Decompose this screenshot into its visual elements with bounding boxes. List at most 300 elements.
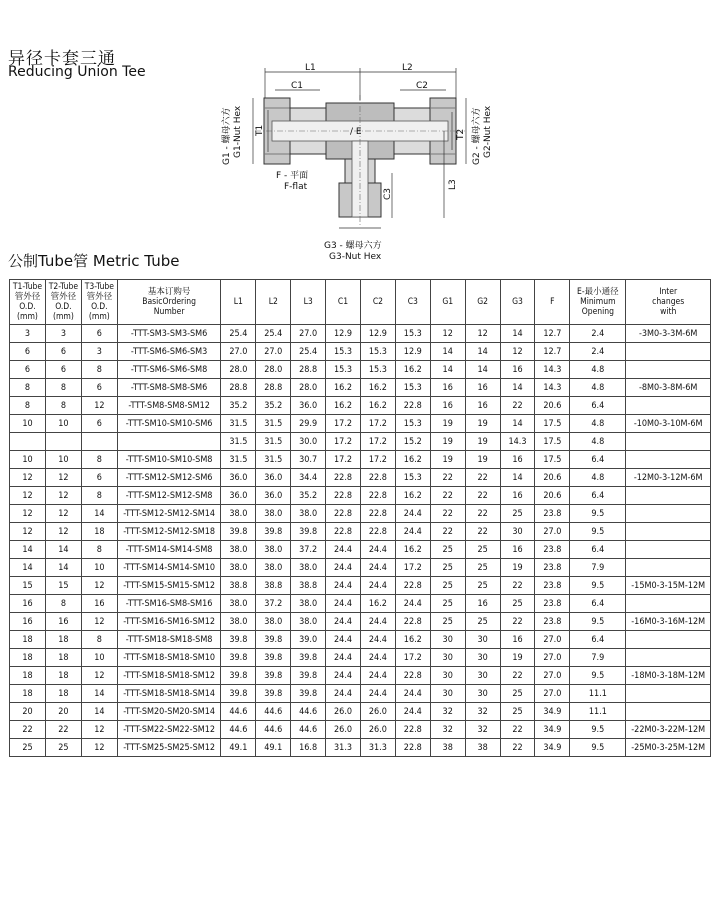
table-cell: 8 — [81, 631, 117, 649]
dim-label-t1: T1 — [255, 124, 265, 136]
table-cell: 39.8 — [221, 667, 256, 685]
table-cell: 30 — [465, 667, 500, 685]
table-cell: 38.0 — [291, 595, 326, 613]
table-cell: 9.5 — [570, 667, 626, 685]
table-cell: -TTT-SM6-SM6-SM3 — [117, 343, 221, 361]
table-cell: 16.2 — [395, 631, 430, 649]
table-cell — [10, 433, 46, 451]
table-cell: 15.3 — [326, 361, 361, 379]
table-cell: 7.9 — [570, 649, 626, 667]
table-cell — [45, 433, 81, 451]
table-row — [10, 487, 711, 505]
column-header — [570, 280, 626, 325]
table-cell: 39.8 — [256, 667, 291, 685]
table-cell: 20.6 — [535, 469, 570, 487]
table-cell: 38.0 — [256, 505, 291, 523]
table-cell: 7.9 — [570, 559, 626, 577]
table-cell: 34.9 — [535, 721, 570, 739]
table-cell: 31.3 — [326, 739, 361, 757]
column-header — [221, 280, 256, 325]
column-header-line: O.D. (mm) — [17, 302, 38, 322]
table-cell: 34.9 — [535, 703, 570, 721]
table-cell: 29.9 — [291, 415, 326, 433]
table-cell: 4.8 — [570, 469, 626, 487]
table-cell: 25 — [465, 559, 500, 577]
table-cell: 12.9 — [360, 325, 395, 343]
table-cell: 17.2 — [395, 649, 430, 667]
table-cell: 16.2 — [326, 379, 361, 397]
table-cell: 25.4 — [291, 343, 326, 361]
table-cell: 19 — [430, 433, 465, 451]
table-row — [10, 415, 711, 433]
table-cell: 11.1 — [570, 703, 626, 721]
table-cell: 4.8 — [570, 415, 626, 433]
table-cell: 9.5 — [570, 523, 626, 541]
table-cell: 16.2 — [395, 487, 430, 505]
table-cell: 9.5 — [570, 739, 626, 757]
table-row — [10, 343, 711, 361]
table-cell: 12 — [45, 523, 81, 541]
table-cell: 14 — [500, 415, 535, 433]
table-cell — [626, 631, 711, 649]
table-cell: 24.4 — [326, 631, 361, 649]
table-cell: 15.3 — [395, 415, 430, 433]
table-row — [10, 397, 711, 415]
table-cell: 22 — [465, 523, 500, 541]
table-cell: 8 — [45, 379, 81, 397]
column-header-line: Inter — [659, 287, 678, 297]
table-cell: 10 — [45, 451, 81, 469]
table-cell: 10 — [45, 415, 81, 433]
table-cell: 27.0 — [291, 325, 326, 343]
table-cell: 12 — [10, 487, 46, 505]
table-cell: -3M0-3-3M-6M — [626, 325, 711, 343]
table-cell: 22 — [465, 487, 500, 505]
table-cell: 4.8 — [570, 361, 626, 379]
table-cell: 12 — [81, 613, 117, 631]
table-cell: 22.8 — [360, 523, 395, 541]
column-header-line: 管外径 — [50, 292, 77, 302]
table-cell: 24.4 — [360, 685, 395, 703]
table-cell — [626, 649, 711, 667]
table-cell: 22 — [500, 397, 535, 415]
table-cell: -TTT-SM12-SM12-SM18 — [117, 523, 221, 541]
table-cell: 39.8 — [291, 523, 326, 541]
table-cell: 30 — [465, 631, 500, 649]
table-cell: 18 — [45, 667, 81, 685]
table-cell: 17.2 — [360, 451, 395, 469]
table-cell: 24.4 — [326, 649, 361, 667]
table-cell: 12 — [10, 505, 46, 523]
table-cell: 16 — [430, 397, 465, 415]
column-header — [45, 280, 81, 325]
column-header-line: L1 — [233, 297, 243, 307]
table-cell: 23.8 — [535, 595, 570, 613]
table-cell: 22 — [500, 667, 535, 685]
table-cell: 8 — [45, 397, 81, 415]
table-cell — [626, 703, 711, 721]
table-cell: -22M0-3-22M-12M — [626, 721, 711, 739]
table-cell: 24.4 — [395, 595, 430, 613]
table-cell: 22.8 — [360, 487, 395, 505]
table-cell: 27.0 — [535, 523, 570, 541]
table-cell: -TTT-SM16-SM16-SM12 — [117, 613, 221, 631]
table-cell: 22.8 — [360, 505, 395, 523]
column-header — [81, 280, 117, 325]
table-cell: 25 — [430, 559, 465, 577]
table-cell: 26.0 — [326, 721, 361, 739]
table-cell: 38.0 — [291, 559, 326, 577]
table-cell: -18M0-3-18M-12M — [626, 667, 711, 685]
table-cell: 38.0 — [291, 613, 326, 631]
table-cell: 6 — [45, 361, 81, 379]
table-row — [10, 523, 711, 541]
spec-table — [9, 279, 711, 757]
dim-label-l3: L3 — [448, 179, 458, 190]
table-cell: 17.2 — [360, 433, 395, 451]
table-cell: 3 — [81, 343, 117, 361]
table-cell: 24.4 — [326, 595, 361, 613]
table-cell: 22 — [10, 721, 46, 739]
table-cell: 19 — [500, 559, 535, 577]
column-header-line: O.D. (mm) — [88, 302, 110, 322]
table-cell: -TTT-SM20-SM20-SM14 — [117, 703, 221, 721]
table-cell: 23.8 — [535, 577, 570, 595]
table-cell: 8 — [10, 379, 46, 397]
table-cell: 6.4 — [570, 541, 626, 559]
table-cell: 22 — [45, 721, 81, 739]
table-cell: 38.8 — [256, 577, 291, 595]
table-cell: 16 — [500, 541, 535, 559]
table-cell: 28.0 — [256, 361, 291, 379]
table-row — [10, 541, 711, 559]
table-cell: 25 — [500, 505, 535, 523]
column-header-line: L3 — [303, 297, 313, 307]
table-cell: 37.2 — [291, 541, 326, 559]
table-cell: 27.0 — [221, 343, 256, 361]
table-row — [10, 595, 711, 613]
table-cell: 10 — [81, 559, 117, 577]
table-cell: 6 — [81, 325, 117, 343]
table-cell: 14.3 — [535, 379, 570, 397]
table-cell: 30 — [430, 631, 465, 649]
table-row — [10, 361, 711, 379]
table-cell: 8 — [81, 451, 117, 469]
table-cell: 14 — [500, 469, 535, 487]
dim-label-t2: T2 — [456, 128, 466, 140]
table-cell: 24.4 — [395, 703, 430, 721]
table-cell: 15.3 — [395, 469, 430, 487]
column-header — [430, 280, 465, 325]
table-cell: 38.0 — [291, 505, 326, 523]
column-header-line: Minimum — [580, 297, 616, 307]
table-cell: 18 — [10, 631, 46, 649]
table-cell: -10M0-3-10M-6M — [626, 415, 711, 433]
table-cell: 12 — [465, 325, 500, 343]
table-cell: -TTT-SM16-SM8-SM16 — [117, 595, 221, 613]
dim-label-g3-cn: G3 - 螺母六方 — [324, 241, 382, 251]
table-cell — [117, 433, 221, 451]
table-cell — [626, 487, 711, 505]
table-cell: 24.4 — [326, 541, 361, 559]
table-row — [10, 703, 711, 721]
table-cell: 32 — [465, 721, 500, 739]
table-cell — [626, 451, 711, 469]
table-cell: 14 — [45, 541, 81, 559]
table-cell: 8 — [45, 595, 81, 613]
table-cell: -TTT-SM18-SM18-SM10 — [117, 649, 221, 667]
dim-label-g3-en: G3-Nut Hex — [329, 252, 382, 262]
table-cell — [626, 595, 711, 613]
table-cell: 15.3 — [360, 361, 395, 379]
table-cell: 39.8 — [256, 649, 291, 667]
table-cell: 32 — [430, 703, 465, 721]
table-cell: 15 — [10, 577, 46, 595]
table-cell: 16 — [465, 595, 500, 613]
table-row — [10, 325, 711, 343]
table-row — [10, 559, 711, 577]
table-cell: 25 — [465, 541, 500, 559]
table-cell: 15.3 — [395, 325, 430, 343]
table-cell: 32 — [430, 721, 465, 739]
table-cell: 6 — [10, 361, 46, 379]
table-cell: 18 — [45, 649, 81, 667]
table-cell: 27.0 — [535, 631, 570, 649]
table-cell: 18 — [10, 685, 46, 703]
table-cell: 22 — [430, 523, 465, 541]
table-cell — [626, 361, 711, 379]
table-cell: 19 — [465, 433, 500, 451]
table-cell — [626, 541, 711, 559]
column-header-line: with — [660, 307, 677, 317]
table-cell: 8 — [10, 397, 46, 415]
table-cell: 20 — [45, 703, 81, 721]
table-cell: 16 — [500, 451, 535, 469]
dim-label-l2: L2 — [402, 63, 413, 73]
table-cell: 30 — [465, 649, 500, 667]
table-cell: -16M0-3-16M-12M — [626, 613, 711, 631]
table-cell: 12.7 — [535, 325, 570, 343]
table-cell: 14 — [45, 559, 81, 577]
table-cell: 30 — [465, 685, 500, 703]
table-row — [10, 451, 711, 469]
table-cell: 18 — [81, 523, 117, 541]
table-cell — [626, 685, 711, 703]
table-cell: 12 — [45, 487, 81, 505]
dim-label-e: / E — [350, 127, 362, 137]
table-cell: 39.8 — [256, 523, 291, 541]
table-cell: 27.0 — [256, 343, 291, 361]
table-cell: 25 — [10, 739, 46, 757]
table-cell: 12 — [81, 397, 117, 415]
table-cell: 22.8 — [395, 721, 430, 739]
table-cell: 36.0 — [221, 469, 256, 487]
table-cell: 6.4 — [570, 397, 626, 415]
table-cell: -8M0-3-8M-6M — [626, 379, 711, 397]
column-header-line: G2 — [477, 297, 488, 307]
table-cell: 18 — [10, 667, 46, 685]
table-cell: 24.4 — [360, 649, 395, 667]
table-cell: 22.8 — [395, 667, 430, 685]
table-cell: 18 — [10, 649, 46, 667]
table-cell: 16 — [45, 613, 81, 631]
table-cell: 22 — [500, 721, 535, 739]
dim-label-f-cn: F - 平面 — [276, 171, 309, 181]
table-cell: 24.4 — [326, 685, 361, 703]
table-cell: 38.0 — [256, 559, 291, 577]
table-cell: 18 — [45, 685, 81, 703]
table-cell: 16 — [10, 613, 46, 631]
table-cell: 14 — [500, 325, 535, 343]
column-header-line: 管外径 — [14, 292, 41, 302]
table-cell: 22.8 — [326, 487, 361, 505]
table-row — [10, 739, 711, 757]
table-cell: 38 — [465, 739, 500, 757]
table-cell: 22 — [465, 505, 500, 523]
table-cell: 19 — [430, 415, 465, 433]
column-header-line: 管外径 — [86, 292, 113, 302]
table-cell: 10 — [81, 649, 117, 667]
table-cell: 19 — [500, 649, 535, 667]
table-cell: 24.4 — [395, 685, 430, 703]
table-cell: 12.9 — [326, 325, 361, 343]
table-cell: 28.0 — [221, 361, 256, 379]
table-cell: 2.4 — [570, 325, 626, 343]
table-cell: 11.1 — [570, 685, 626, 703]
table-cell: 44.6 — [256, 721, 291, 739]
table-cell: 38.0 — [256, 613, 291, 631]
column-header — [535, 280, 570, 325]
column-header-line: 基本订购号 — [147, 287, 191, 297]
table-cell: 12 — [81, 739, 117, 757]
table-cell: 16.2 — [395, 541, 430, 559]
table-cell: 34.4 — [291, 469, 326, 487]
table-cell: -TTT-SM14-SM14-SM8 — [117, 541, 221, 559]
table-row — [10, 433, 711, 451]
table-cell: 19 — [465, 451, 500, 469]
table-cell: 25 — [500, 595, 535, 613]
table-cell: 17.2 — [326, 433, 361, 451]
table-cell: 16.2 — [360, 397, 395, 415]
table-cell: 12 — [81, 577, 117, 595]
section-title: 公制Tube管 Metric Tube — [8, 252, 180, 270]
table-cell: 38.0 — [221, 595, 256, 613]
table-cell: 22.8 — [326, 505, 361, 523]
table-cell: 16.2 — [395, 361, 430, 379]
table-cell: 12 — [45, 505, 81, 523]
column-header-line: O.D. (mm) — [52, 302, 74, 322]
table-cell: -25M0-3-25M-12M — [626, 739, 711, 757]
table-cell: 23.8 — [535, 613, 570, 631]
table-cell: 12 — [430, 325, 465, 343]
column-header-line: T2-Tube — [48, 282, 79, 292]
table-cell: 24.4 — [326, 559, 361, 577]
table-cell: 30 — [430, 685, 465, 703]
table-cell: 30 — [430, 667, 465, 685]
column-header-line: F — [550, 297, 555, 307]
table-cell: 3 — [45, 325, 81, 343]
table-cell: 22.8 — [360, 469, 395, 487]
column-header-line: G3 — [512, 297, 523, 307]
table-cell: 16.8 — [291, 739, 326, 757]
dim-label-g2-en: G2-Nut Hex — [483, 105, 493, 158]
table-cell: 31.5 — [256, 433, 291, 451]
table-cell: 27.0 — [535, 667, 570, 685]
table-row — [10, 631, 711, 649]
table-cell: 24.4 — [360, 631, 395, 649]
table-cell: 25 — [500, 685, 535, 703]
table-cell: 22 — [500, 739, 535, 757]
table-cell: 14.3 — [535, 361, 570, 379]
table-cell: 22.8 — [395, 613, 430, 631]
table-cell: 24.4 — [326, 667, 361, 685]
column-header-line: C1 — [337, 297, 349, 307]
table-cell: -TTT-SM8-SM8-SM12 — [117, 397, 221, 415]
table-cell: 24.4 — [360, 577, 395, 595]
table-cell — [626, 523, 711, 541]
table-cell: 28.0 — [291, 379, 326, 397]
table-cell: 39.8 — [291, 667, 326, 685]
table-cell: 22 — [500, 577, 535, 595]
table-cell: 39.8 — [291, 649, 326, 667]
table-cell: 16.2 — [360, 379, 395, 397]
table-cell: 31.5 — [221, 415, 256, 433]
table-cell: 49.1 — [256, 739, 291, 757]
table-cell: -TTT-SM12-SM12-SM8 — [117, 487, 221, 505]
table-cell: 16 — [500, 361, 535, 379]
dim-label-g1-en: G1-Nut Hex — [233, 105, 243, 158]
table-cell: 9.5 — [570, 505, 626, 523]
table-cell: 16 — [81, 595, 117, 613]
dim-label-g2-cn: G2 - 螺母六方 — [472, 107, 482, 165]
table-cell: 38.0 — [221, 613, 256, 631]
table-cell: 19 — [430, 451, 465, 469]
table-cell: 22 — [430, 505, 465, 523]
column-header — [500, 280, 535, 325]
table-cell: 17.2 — [395, 559, 430, 577]
table-cell: 8 — [81, 487, 117, 505]
table-cell: 14 — [81, 685, 117, 703]
table-cell — [626, 559, 711, 577]
table-cell: 44.6 — [291, 721, 326, 739]
table-cell: 12.9 — [395, 343, 430, 361]
dim-label-g1-cn: G1 - 螺母六方 — [222, 107, 232, 165]
table-cell: 17.2 — [360, 415, 395, 433]
table-cell: 16.2 — [360, 595, 395, 613]
fitting-body — [255, 95, 465, 225]
table-cell: 12 — [10, 469, 46, 487]
table-cell: 6 — [45, 343, 81, 361]
table-cell: 6 — [10, 343, 46, 361]
table-cell: 44.6 — [256, 703, 291, 721]
table-cell: 25 — [465, 613, 500, 631]
dim-label-c3: C3 — [383, 187, 393, 200]
table-cell: 24.4 — [360, 613, 395, 631]
table-row — [10, 667, 711, 685]
table-cell: -TTT-SM18-SM18-SM8 — [117, 631, 221, 649]
table-cell: 12.7 — [535, 343, 570, 361]
table-cell: 49.1 — [221, 739, 256, 757]
column-header — [291, 280, 326, 325]
table-cell: 12 — [81, 667, 117, 685]
column-header — [10, 280, 46, 325]
table-cell: 22 — [465, 469, 500, 487]
column-header — [360, 280, 395, 325]
table-cell: 39.8 — [256, 685, 291, 703]
page-title-en: Reducing Union Tee — [8, 64, 146, 80]
table-cell: 25 — [430, 577, 465, 595]
column-header-line: C3 — [407, 297, 418, 307]
